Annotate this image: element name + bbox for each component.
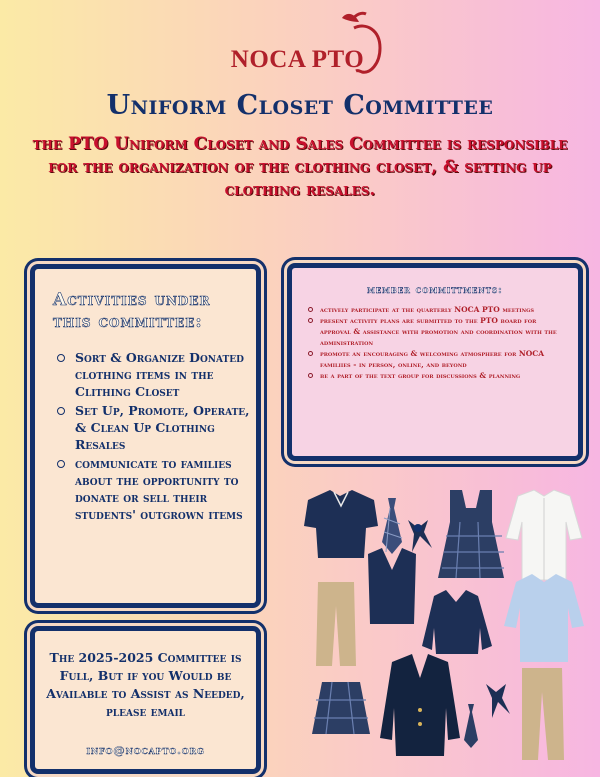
crossover-tie-icon [408, 520, 432, 552]
khaki-pants-icon [316, 582, 356, 666]
list-item: present activity plans are submitted to the PTO board for approval & assistance with promotion and coordination with the administration [308, 315, 566, 348]
list-item: communicate to families about the opportunity to donate or sell their students' outgrown items [55, 455, 250, 523]
khaki-pants-icon-2 [522, 668, 564, 760]
sweater-vest-icon [368, 548, 416, 624]
bullet-icon [308, 318, 313, 323]
activities-list [55, 349, 250, 525]
list-item: promote an encouraging & welcoming atmosphere for NOCA familiies - in person, online, and beyond [308, 348, 566, 370]
bullet-icon [57, 354, 65, 362]
uniform-clothing-illustration [296, 478, 596, 777]
plaid-jumper-icon [438, 490, 504, 578]
bullet-icon [308, 373, 313, 378]
white-shirt-icon [506, 490, 582, 580]
list-item: Sort & Organize Donated clothing items in the Clithing Closet [55, 349, 250, 400]
plaid-skirt-icon [312, 682, 370, 734]
list-item: actively participate at the quarterly NOCA PTO meetings [308, 304, 566, 315]
logo [0, 10, 600, 80]
bullet-icon [308, 351, 313, 356]
bullet-icon [57, 460, 65, 468]
member-commitments-box [287, 263, 583, 461]
plaid-tie-icon [382, 498, 402, 554]
navy-cardigan-icon [422, 590, 492, 654]
bullet-icon [308, 307, 313, 312]
logo-text: NOCA PTO [230, 46, 365, 73]
small-tie-icon [464, 704, 478, 748]
crossover-tie-icon-2 [486, 684, 510, 718]
members-list [308, 304, 566, 381]
navy-blazer-icon [380, 654, 460, 756]
list-item: Set Up, Promote, Operate, & Clean Up Clothing Resales [55, 402, 250, 453]
committee-note-box [30, 626, 261, 774]
activities-heading: Activities under this committee: [53, 290, 211, 332]
page-title: Uniform Closet Committee [106, 90, 494, 121]
navy-polo-shirt-icon [304, 490, 378, 558]
activities-box [30, 264, 261, 608]
committee-note-text: The 2025-2025 Committee is Full, But if you Would be Available to Assist as Needed, please email [46, 650, 245, 719]
members-heading: member committments: [367, 284, 503, 296]
light-blue-shirt-icon [504, 574, 584, 662]
intro-text: the PTO Uniform Closet and Sales Committee is responsible for the organization of the clothing closet, & setting up clothing resales. [32, 134, 568, 200]
email-link[interactable]: info@nocapto.org [86, 743, 205, 757]
bullet-icon [57, 407, 65, 415]
list-item: be a part of the text group for discussions & planning [308, 370, 566, 381]
